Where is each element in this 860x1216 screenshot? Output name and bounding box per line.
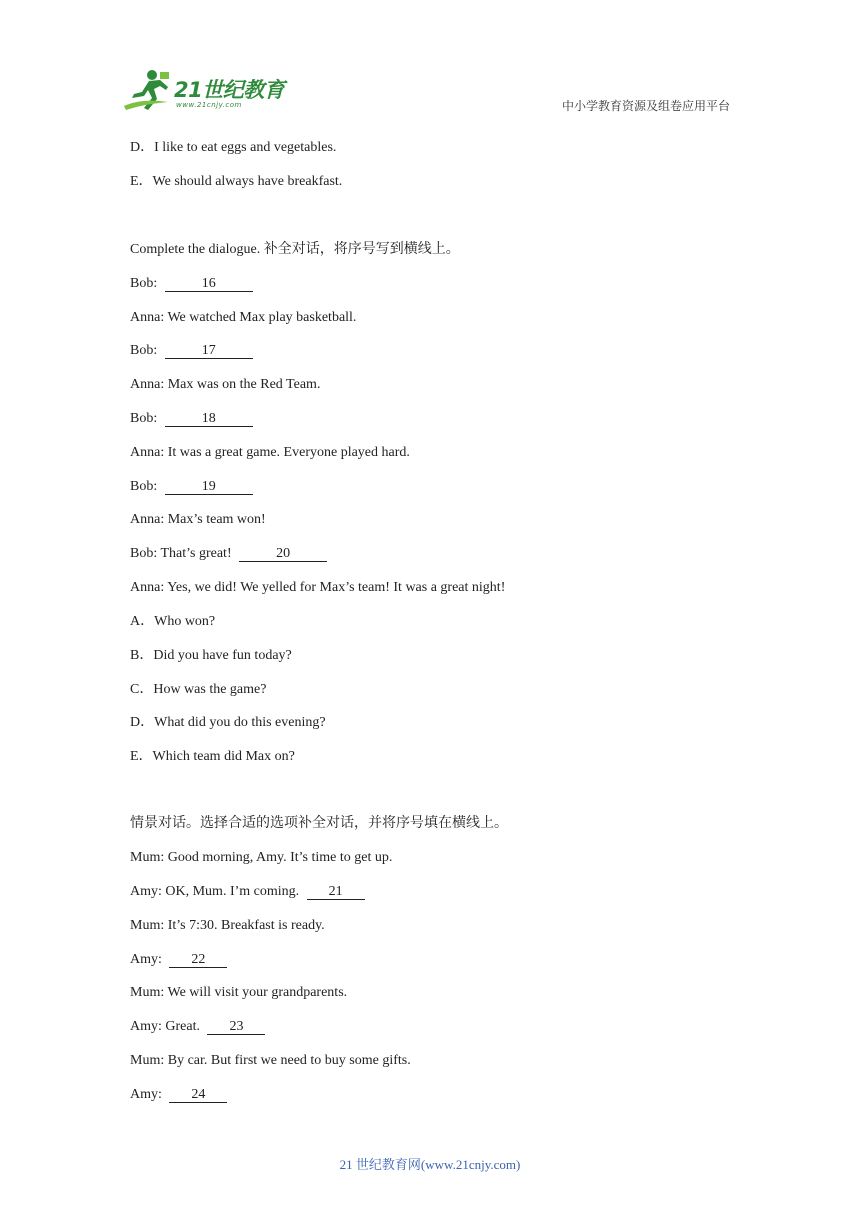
option-e: E．We should always have breakfast. (130, 174, 343, 189)
speaker-text: Amy: Great. (130, 1019, 204, 1034)
answer-blank[interactable]: 19 (165, 479, 253, 495)
dialogue-line (130, 951, 227, 969)
answer-blank[interactable]: 24 (169, 1087, 227, 1103)
dialogue-line: Mum: Good morning, Amy. It’s time to get up. (130, 850, 393, 865)
dialogue-line: Anna: It was a great game. Everyone played hard. (130, 445, 410, 460)
logo-url: www.21cnjy.com (176, 101, 242, 109)
dialogue-line: Mum: We will visit your grandparents. (130, 985, 348, 1000)
option-b: B．Did you have fun today? (130, 648, 292, 663)
runner-logo-icon (122, 68, 172, 114)
speaker-text: Bob: (130, 411, 161, 426)
dialogue-line (130, 342, 253, 360)
answer-blank[interactable]: 17 (165, 343, 253, 359)
header-platform-text: 中小学教育资源及组卷应用平台 (561, 99, 730, 113)
dialogue-line: Anna: We watched Max play basketball. (130, 310, 357, 325)
dialogue-line: Anna: Max’s team won! (130, 512, 266, 527)
section2-instruction: Complete the dialogue. 补全对话，将序号写到横线上。 (130, 242, 460, 257)
speaker-text: Amy: OK, Mum. I’m coming. (130, 884, 303, 899)
speaker-text: Amy: (130, 952, 166, 967)
speaker-text: Bob: That’s great! (130, 546, 236, 561)
option-d: D．I like to eat eggs and vegetables. (130, 140, 337, 155)
logo-text: 21世纪教育 (174, 78, 285, 102)
speaker-text: Bob: (130, 479, 161, 494)
speaker-text: Bob: (130, 343, 161, 358)
answer-blank[interactable]: 22 (169, 952, 227, 968)
dialogue-line (130, 275, 253, 293)
speaker-text: Bob: (130, 276, 161, 291)
answer-blank[interactable]: 21 (307, 884, 365, 900)
dialogue-line: Anna: Yes, we did! We yelled for Max’s team! It was a great night! (130, 580, 506, 595)
dialogue-line: Mum: By car. But first we need to buy some gifts. (130, 1053, 411, 1068)
option-e: E．Which team did Max on? (130, 749, 295, 764)
answer-blank[interactable]: 23 (207, 1019, 265, 1035)
dialogue-line (130, 1018, 265, 1036)
logo (122, 68, 292, 116)
option-c: C．How was the game? (130, 682, 267, 697)
section3-instruction: 情景对话。选择合适的选项补全对话，并将序号填在横线上。 (130, 816, 508, 831)
dialogue-line (130, 1086, 227, 1104)
answer-blank[interactable]: 16 (165, 276, 253, 292)
dialogue-line (130, 883, 365, 901)
option-a: A．Who won? (130, 614, 216, 629)
dialogue-line: Anna: Max was on the Red Team. (130, 377, 321, 392)
speaker-text: Amy: (130, 1087, 166, 1102)
dialogue-line (130, 410, 253, 428)
dialogue-line: Mum: It’s 7:30. Breakfast is ready. (130, 918, 325, 933)
dialogue-line (130, 545, 327, 563)
footer-link[interactable]: 21 世纪教育网(www.21cnjy.com) (339, 1157, 521, 1172)
answer-blank[interactable]: 20 (239, 546, 327, 562)
dialogue-line (130, 478, 253, 496)
option-d: D．What did you do this evening? (130, 715, 326, 730)
answer-blank[interactable]: 18 (165, 411, 253, 427)
